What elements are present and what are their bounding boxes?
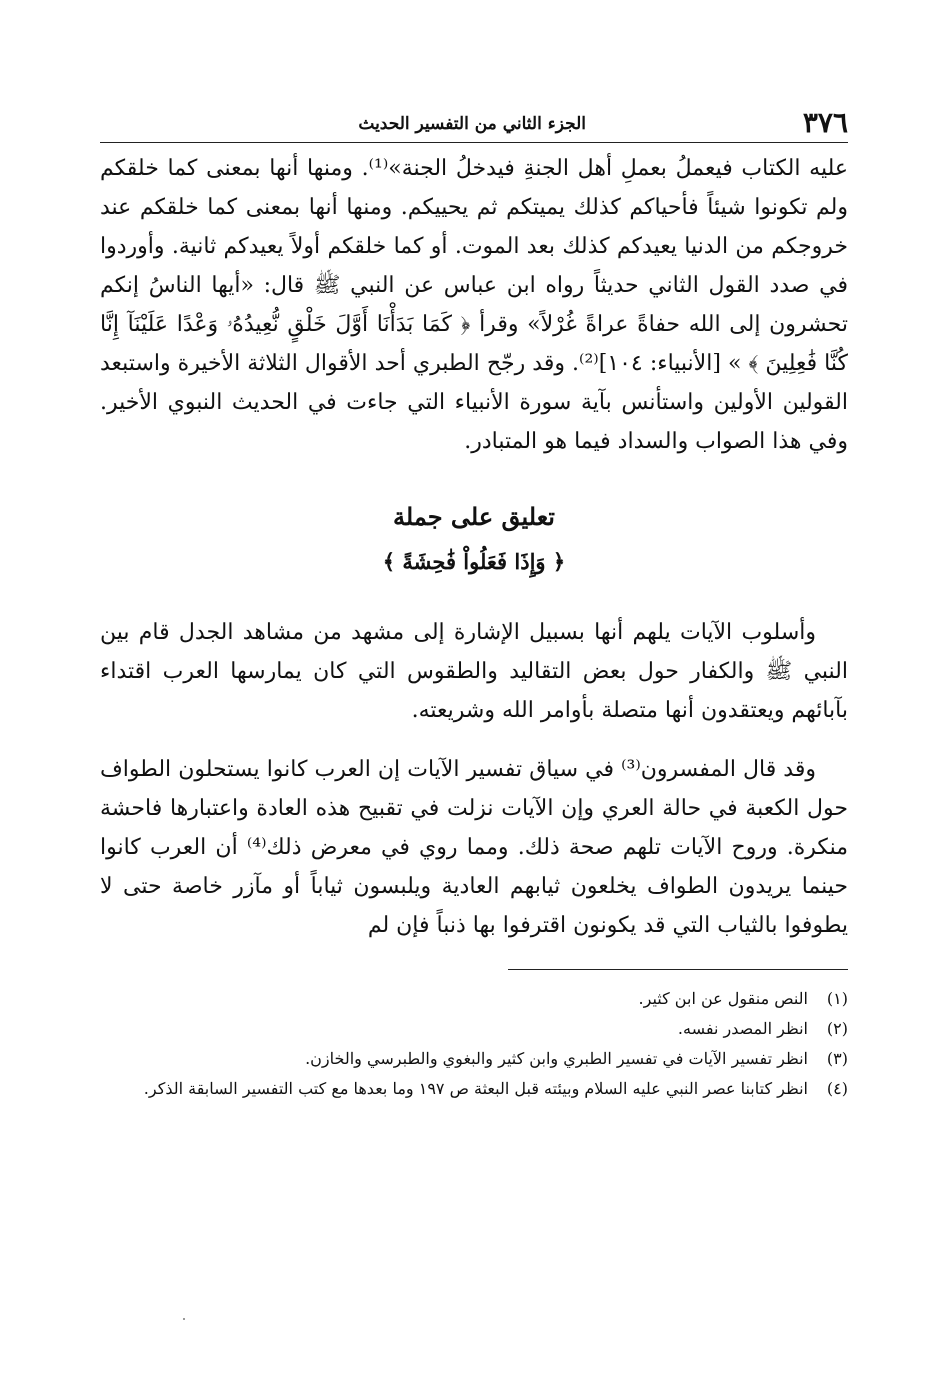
section-verse: ﴿ وَإِذَا فَعَلُواْ فَٰحِشَةً ﴾	[382, 549, 566, 574]
footnote-item	[100, 1044, 848, 1074]
footnotes	[100, 984, 848, 1104]
page-number: ٣٧٦	[802, 106, 848, 139]
footnote-item	[100, 1014, 848, 1044]
footnote-number: (٤)	[826, 1079, 848, 1098]
paragraph-3: وقد قال المفسرون⁽³⁾ في سياق تفسير الآيات إن العرب كانوا يستحلون الطواف حول الكعبة في حالة العري وإن الآيات نزلت في تقبيح هذه العادة واعتبارها فاحشة منكرة. وروح الآيات تلهم صحة ذلك. ومما روي في معرض ذلك⁽⁴⁾ أن العرب كانوا حينما يريدون الطواف يخلعون ثيابهم العادية ويلبسون ثياباً أو مآزر خاصة حتى لا يطوفوا بالثياب التي قد يكونون اقترفوا بها ذنباً فإن لم	[100, 757, 848, 938]
paragraph-1: عليه الكتاب فيعملُ بعملِ أهل الجنةِ فيدخلُ الجنة»⁽¹⁾. ومنها أنها بمعنى كما خلقكم ولم تكونوا شيئاً فأحياكم كذلك يميتكم ثم يحييكم. ومنها أنها بمعنى كما خلقكم عند خروجكم من الدنيا يعيدكم كذلك بعد الموت. أو كما خلقكم أولاً يعيدكم ثانية. وأوردوا في صدد القول الثاني حديثاً رواه ابن عباس عن النبي ﷺ قال: «أيها الناسُ إنكم تحشرون إلى الله حفاةً عراةً غُرْلاً» وقرأ ﴿ كَمَا بَدَأْنَا أَوَّلَ خَلْقٍ نُّعِيدُهُۥ وَعْدًا عَلَيْنَآ إِنَّا كُنَّا فَٰعِلِينَ ﴾ » [الأنبياء: ١٠٤]⁽²⁾. وقد رجّح الطبري أحد الأقوال الثلاثة الأخيرة واستبعد القولين الأولين واستأنس بآية سورة الأنبياء التي جاءت في الحديث النبوي الأخير. وفي هذا الصواب والسداد فيما هو المتبادر.	[100, 156, 848, 454]
book-page	[100, 100, 848, 1280]
running-title: الجزء الثاني من التفسير الحديث	[358, 114, 586, 134]
footnote-text: انظر المصدر نفسه.	[677, 1019, 808, 1038]
footnote-divider	[508, 969, 848, 970]
paragraph-2: وأسلوب الآيات يلهم أنها بسبيل الإشارة إلى مشهد من مشاهد الجدل قام بين النبي ﷺ والكفار حول بعض التقاليد والطقوس التي كان يمارسها العرب اقتداء بآبائهم ويعتقدون أنها متصلة بأوامر الله وشريعته.	[100, 620, 848, 723]
scan-speck	[183, 1318, 185, 1320]
footnote-text: النص منقول عن ابن كثير.	[638, 989, 808, 1008]
footnote-text: انظر تفسير الآيات في تفسير الطبري وابن كثير والبغوي والطبرسي والخازن.	[305, 1049, 808, 1068]
footnote-item	[100, 984, 848, 1014]
footnote-number: (١)	[826, 989, 848, 1008]
page-header	[100, 100, 848, 143]
footnote-number: (٣)	[826, 1049, 848, 1068]
footnote-item	[100, 1074, 848, 1104]
footnote-number: (٢)	[826, 1019, 848, 1038]
section-title: تعليق على جملة	[393, 502, 555, 531]
footnote-text: انظر كتابنا عصر النبي عليه السلام وبيئته قبل البعثة ص ١٩٧ وما بعدها مع كتب التفسير السابقة الذكر.	[143, 1079, 808, 1098]
